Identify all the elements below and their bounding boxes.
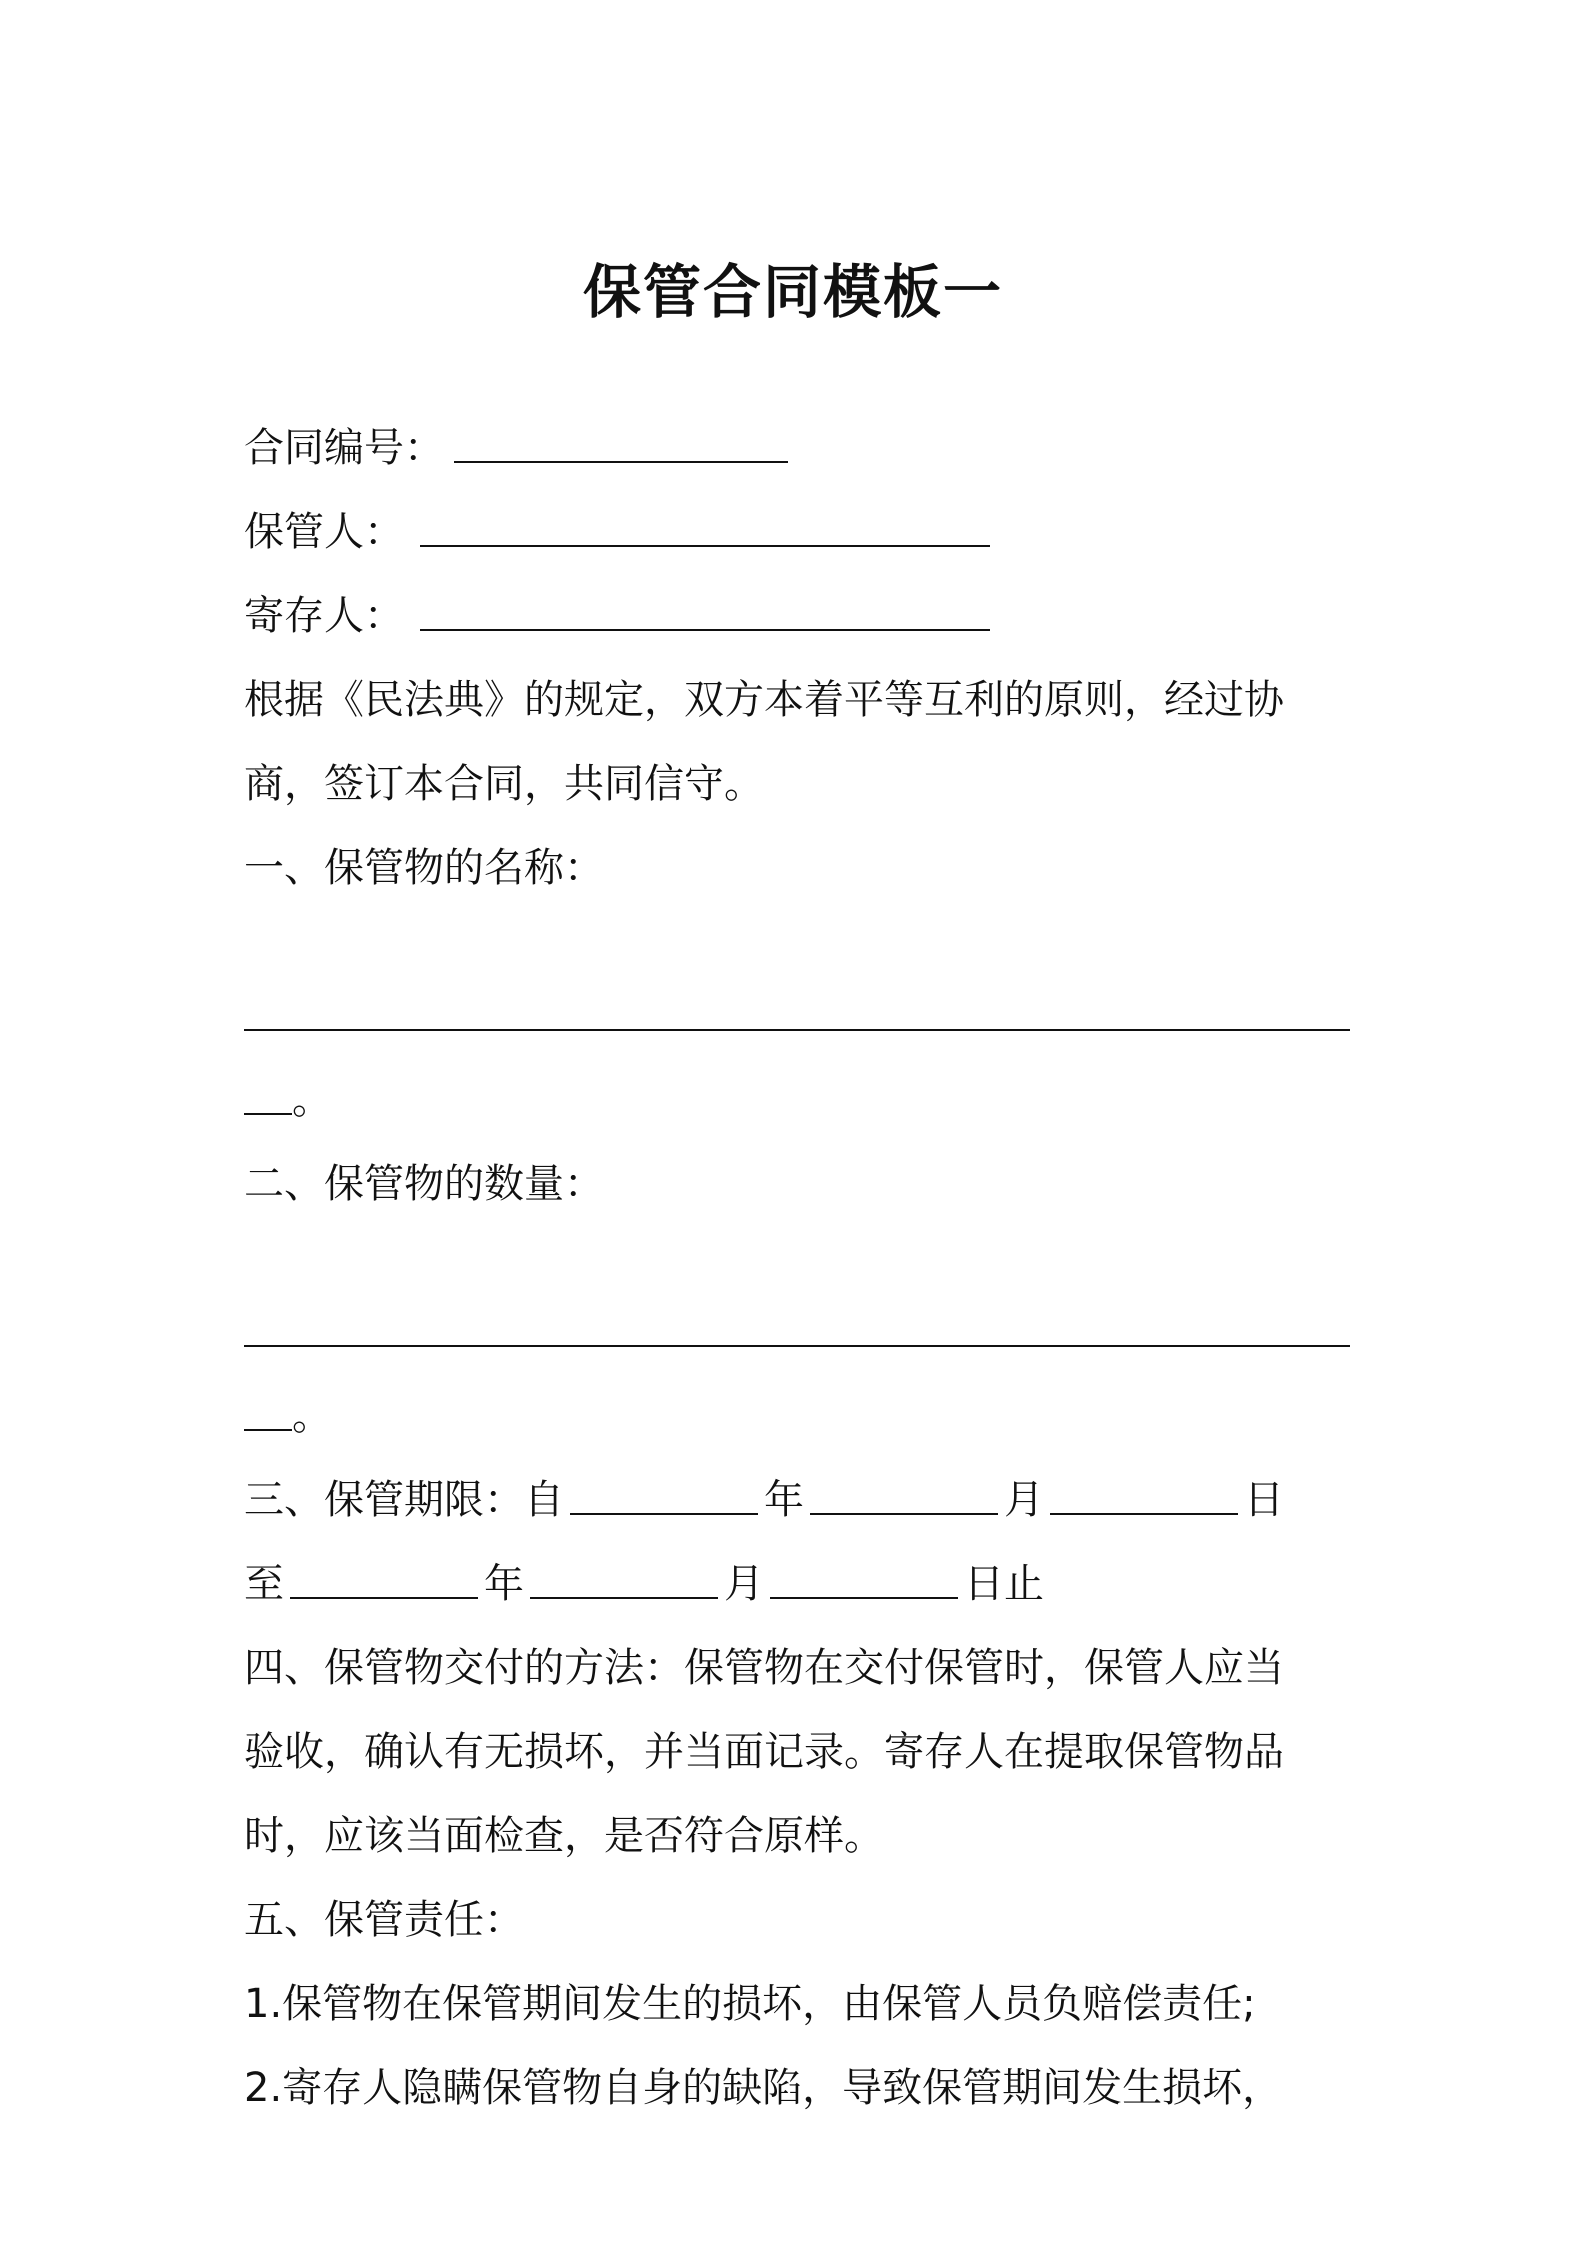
start-month-blank — [810, 1473, 998, 1515]
section-3-heading: 三、保管期限：自 — [244, 1477, 564, 1523]
document-body — [244, 406, 1354, 2130]
start-day-blank — [1050, 1473, 1238, 1515]
contract-number-label: 合同编号： — [244, 425, 444, 471]
custodian-blank — [420, 505, 990, 547]
end-month-blank — [530, 1557, 718, 1599]
contract-number-line — [244, 406, 1354, 490]
period-mark: 。 — [292, 1393, 332, 1439]
depositor-line — [244, 574, 1354, 658]
section-1-spacer — [244, 910, 1354, 974]
section-4-line-3: 时，应该当面检查，是否符合原样。 — [244, 1813, 884, 1859]
item-quantity-blank-cont — [244, 1389, 292, 1431]
section-3-end-line — [244, 1542, 1354, 1626]
section-2-heading: 二、保管物的数量： — [244, 1161, 604, 1207]
preamble-line-2: 商，签订本合同，共同信守。 — [244, 761, 764, 807]
custodian-line — [244, 490, 1354, 574]
section-4-line-2: 验收，确认有无损坏，并当面记录。寄存人在提取保管物品 — [244, 1729, 1284, 1775]
section-3-start-line — [244, 1458, 1354, 1542]
section-1-blank-end — [244, 1058, 1354, 1142]
clause-1: 1.保管物在保管期间发生的损坏，由保管人员负赔偿责任; — [244, 1981, 1256, 2027]
section-2-blank-end — [244, 1374, 1354, 1458]
section-1-heading: 一、保管物的名称： — [244, 845, 604, 891]
section-2-spacer — [244, 1226, 1354, 1290]
period-mark: 。 — [292, 1077, 332, 1123]
contract-number-blank — [454, 421, 788, 463]
item-quantity-blank — [244, 1305, 1350, 1347]
month-label: 月 — [724, 1561, 764, 1607]
clause-2: 2.寄存人隐瞒保管物自身的缺陷，导致保管期间发生损坏， — [244, 2065, 1283, 2111]
document-title: 保管合同模板一 — [582, 258, 1003, 326]
depositor-blank — [420, 589, 990, 631]
day-label: 日 — [1244, 1477, 1284, 1523]
end-day-blank — [770, 1557, 958, 1599]
start-year-blank — [570, 1473, 758, 1515]
preamble-line-1: 根据《民法典》的规定，双方本着平等互利的原则，经过协 — [244, 677, 1284, 723]
custodian-label: 保管人： — [244, 509, 404, 555]
year-label: 年 — [484, 1561, 524, 1607]
to-label: 至 — [244, 1561, 284, 1607]
item-name-blank-cont — [244, 1073, 292, 1115]
section-2-blank-line — [244, 1290, 1354, 1374]
end-day-label: 日止 — [964, 1561, 1044, 1607]
depositor-label: 寄存人： — [244, 593, 404, 639]
section-4-line-1: 四、保管物交付的方法：保管物在交付保管时，保管人应当 — [244, 1645, 1284, 1691]
item-name-blank — [244, 989, 1350, 1031]
end-year-blank — [290, 1557, 478, 1599]
month-label: 月 — [1004, 1477, 1044, 1523]
section-5-heading: 五、保管责任： — [244, 1897, 524, 1943]
section-1-blank-line — [244, 974, 1354, 1058]
year-label: 年 — [764, 1477, 804, 1523]
